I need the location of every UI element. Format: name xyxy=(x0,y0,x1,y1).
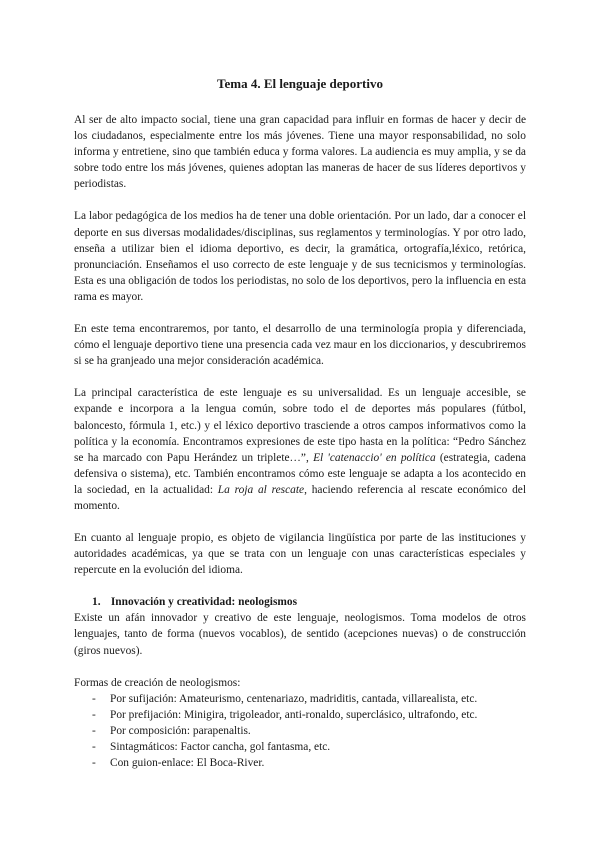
list-item-text: Sintagmáticos: Factor cancha, gol fantasma, etc. xyxy=(110,741,331,753)
paragraph-universality xyxy=(74,385,526,514)
paragraph-own-language: En cuanto al lenguaje propio, es objeto de vigilancia lingüística por parte de las instituciones y autoridades académicas, ya que se trata con un lenguaje con unas características especiales y repercute en la evolución del idioma. xyxy=(74,532,526,577)
list-item xyxy=(92,739,526,755)
section-heading-neologisms xyxy=(74,594,526,610)
neologism-list xyxy=(74,691,526,771)
dash-bullet: - xyxy=(92,757,96,770)
dash-bullet: - xyxy=(92,741,96,753)
list-item-text: Por sufijación: Amateurismo, centenariazo, madriditis, cantada, villarealista, etc. xyxy=(110,692,478,705)
list-item-text: Por composición: parapenaltis. xyxy=(110,724,251,737)
dash-bullet: - xyxy=(92,724,96,737)
universality-text-a: La principal característica de este lenguaje es su universalidad. Es un lenguaje accesible, se expande e incorpora a la lengua común, sobre todo el de deportes más populares (fútbol, baloncesto, fórmula 1, etc.) y el léxico deportivo trasciende a otros campos informativos como la política y la economía. Encontramos expresiones de este tipo hasta en la política: “Pedro Sánchez se ha marcado con Papu Herández un triplete…”, xyxy=(74,387,526,464)
roja-quote: La roja al rescate xyxy=(217,483,305,496)
list-item xyxy=(92,755,526,771)
paragraph-pedagogy: La labor pedagógica de los medios ha de tener una doble orientación. Por un lado, dar a conocer el deporte en sus diversas modalidades/disciplinas, sus reglamentos y terminologías. Y por otro lado, enseña a utilizar bien el idioma deportivo, es decir, la gramática, ortografía,léxico, retórica, pronunciación. Enseñamos el uso correcto de este lenguaje y de sus tecnicismos y terminologías. Esta es una obligación de todos los periodistas, no solo de los deportivos, pero la influencia en esta rama es mayor. xyxy=(74,210,526,303)
page-title: Tema 4. El lenguaje deportivo xyxy=(217,76,383,91)
dash-bullet: - xyxy=(92,692,96,705)
list-item xyxy=(92,707,526,723)
dash-bullet: - xyxy=(92,708,96,721)
paragraph-innovation: Existe un afán innovador y creativo de este lenguaje, neologismos. Toma modelos de otros lenguajes, tanto de forma (nuevos vocablos), de sentido (acepciones nuevas) o de construcción (giros nuevos). xyxy=(74,612,526,657)
paragraph-impact: Al ser de alto impacto social, tiene una gran capacidad para influir en formas de hacer y decir de los ciudadanos, especialmente entre los más jóvenes. Tiene una mayor responsabilidad, no solo informa y entretiene, sino que también educa y forma valores. La audiencia es muy amplia, y se da sobre todo entre los más jóvenes, quienes adoptan las maneras de hacer de sus líderes deportivos y periodistas. xyxy=(74,114,526,191)
universality-text-c: (estrategia, cadena defensiva o sistema), etc. También encontramos cómo este lenguaje se adapta a los acontecido en la sociedad, en la actualidad: xyxy=(74,451,526,496)
list-item xyxy=(92,723,526,739)
paragraph-terminology: En este tema encontraremos, por tanto, el desarrollo de una terminología propia y diferenciada, cómo el lenguaje deportivo tiene una presencia cada vez maur en los diccionarios, y descubriremos si se ha granjeado una mejor consideración académica. xyxy=(74,323,526,368)
list-item xyxy=(92,691,526,707)
list-item-text: Por prefijación: Minigira, trigoleador, anti-ronaldo, superclásico, ultrafondo, etc. xyxy=(110,708,478,721)
section-number: 1. xyxy=(92,596,101,609)
universality-text-e: , haciendo referencia al rescate económico del momento. xyxy=(74,483,526,512)
list-item-text: Con guion-enlace: El Boca-River. xyxy=(110,757,265,770)
catenaccio-quote: El 'catenaccio' en política xyxy=(313,451,436,464)
paragraph-forms-intro: Formas de creación de neologismos: xyxy=(74,676,241,689)
section-heading-text: Innovación y creatividad: neologismos xyxy=(110,596,298,609)
